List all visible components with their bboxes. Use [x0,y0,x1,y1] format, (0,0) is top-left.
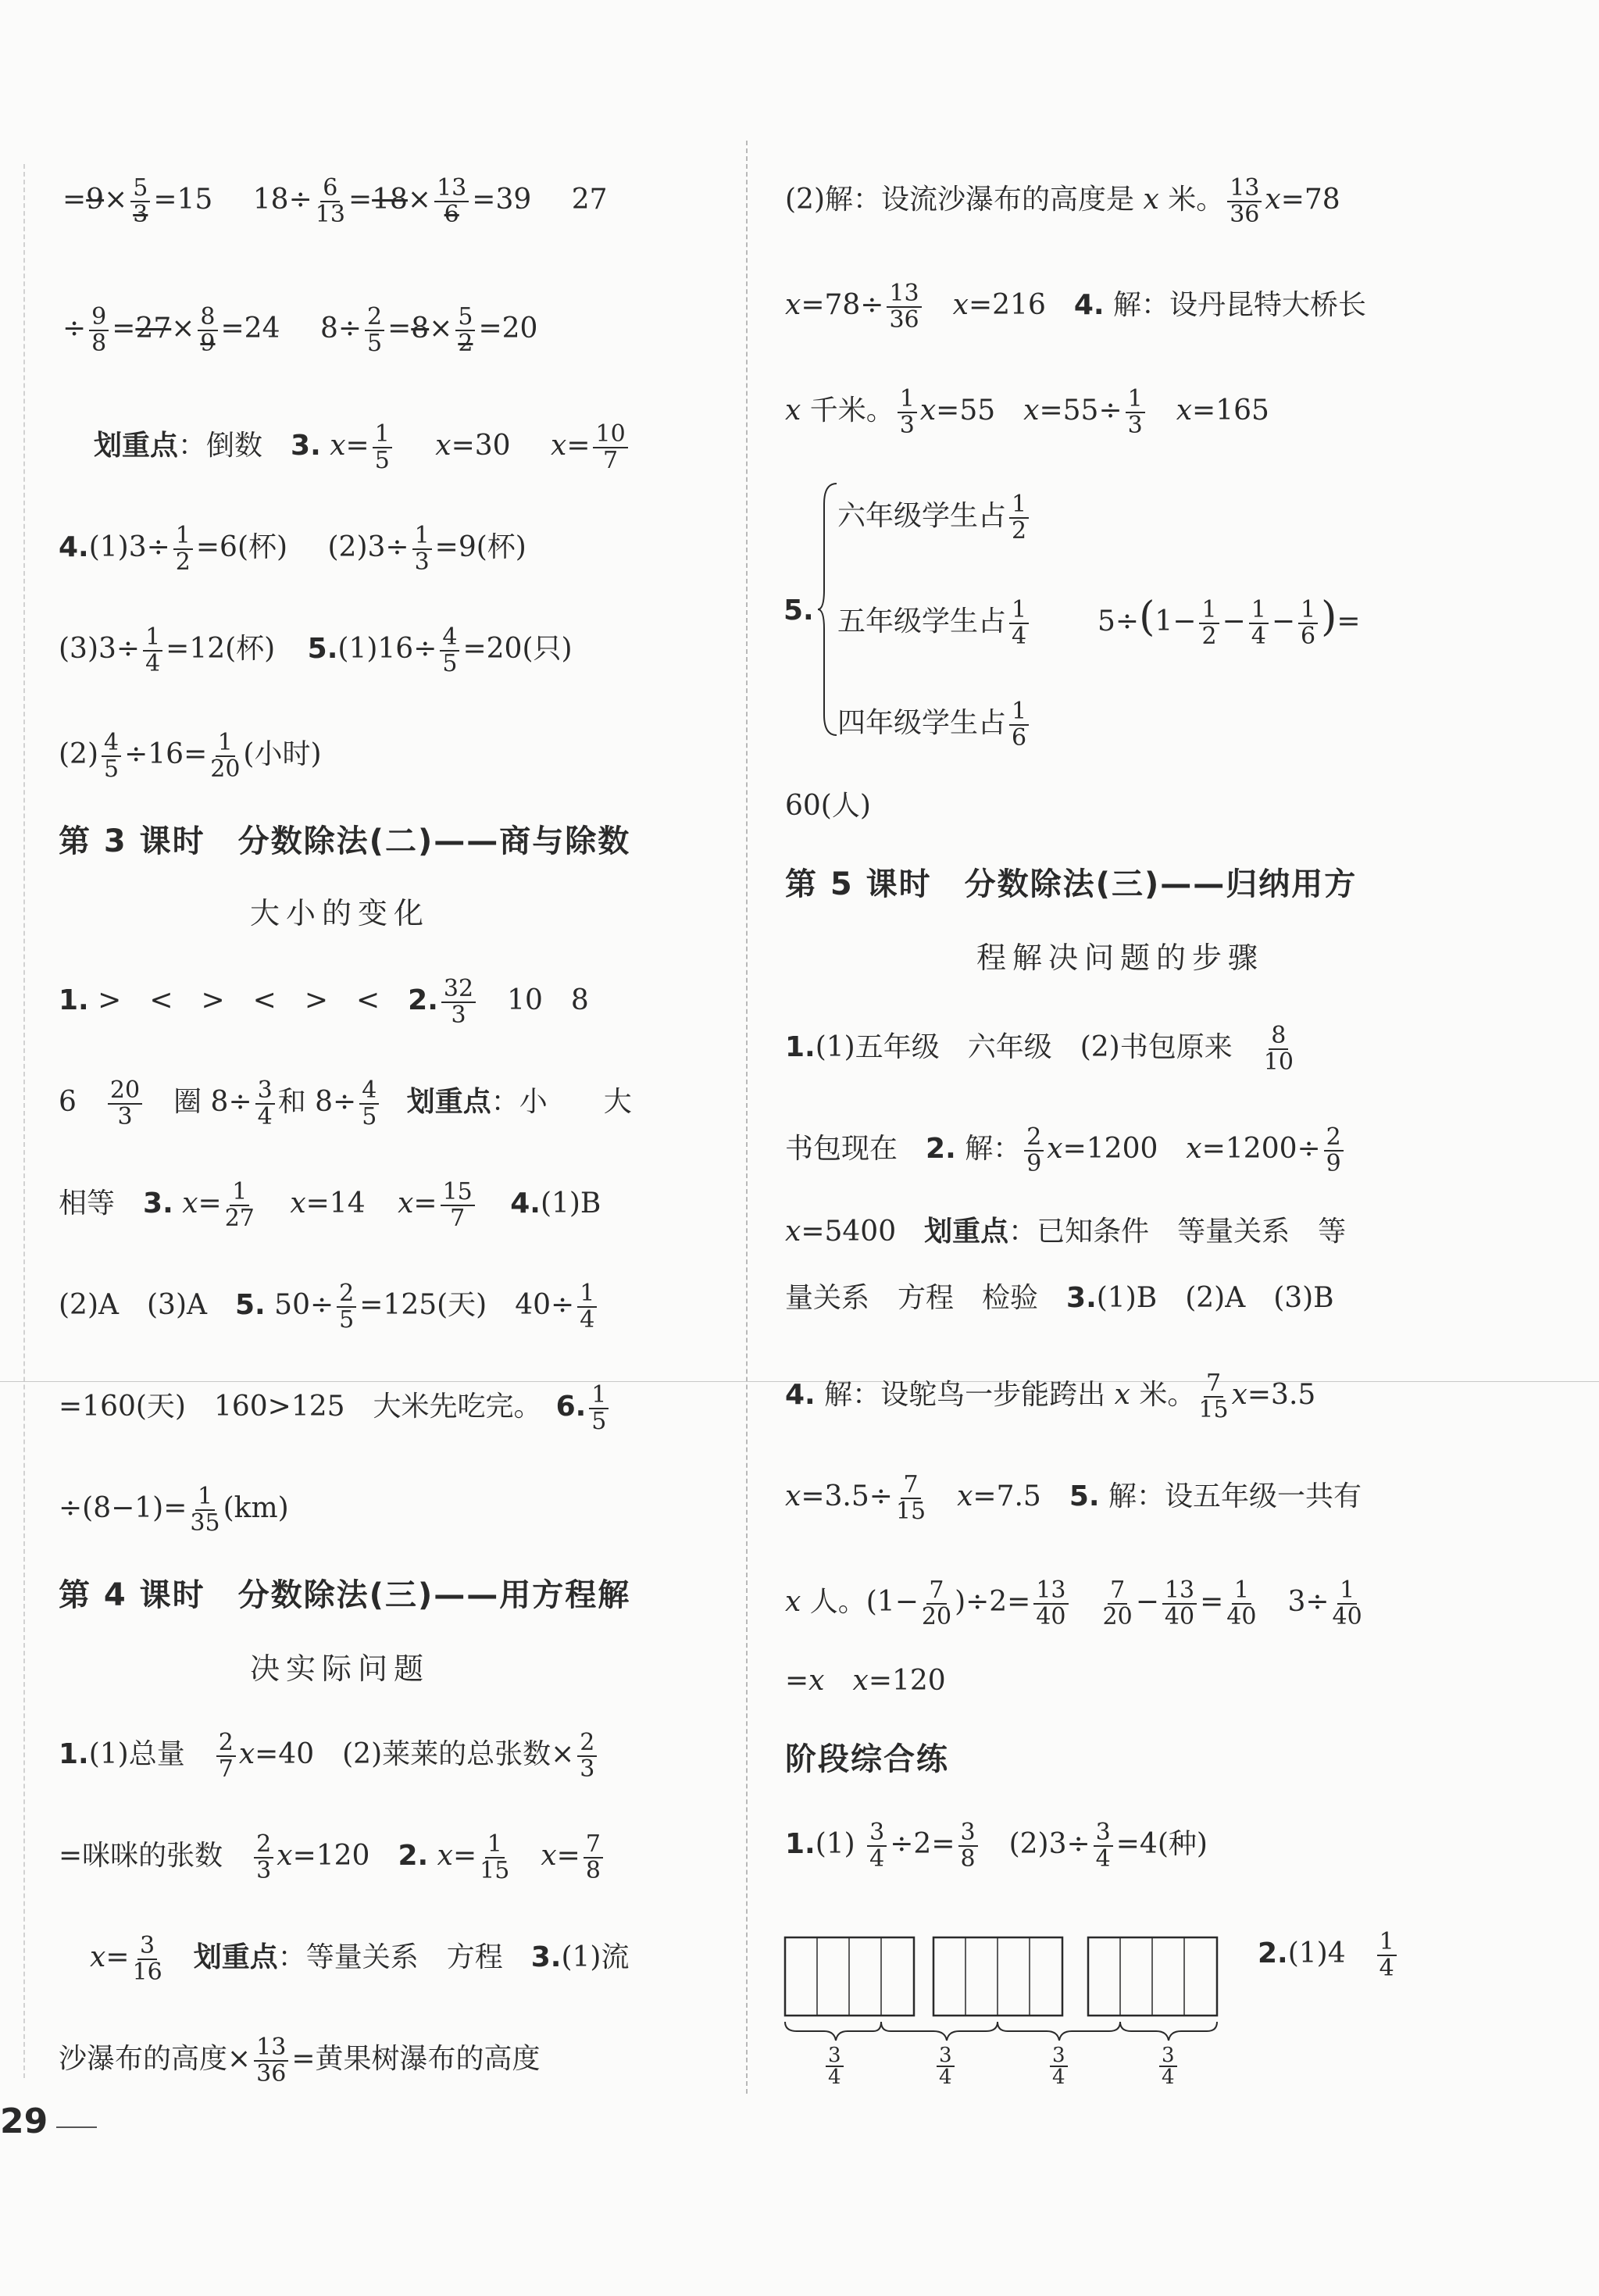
left-line-1: =9× $\frac{5}{3}$ =15 18÷ $\frac{6}{13}$ =18× $\frac{13}{6}$ =39 27 [62,174,608,228]
left-line-3: 划重点：倒数 3. x= $\frac{1}{5}$ x=30 x= $\frac{10}{7}$ [94,422,631,473]
left-line-13: 1.(1)总量 $\frac{2}{7}$ x=40 (2)莱莱的总张数× $\frac{2}{3}$ [59,1730,600,1782]
lesson3-title: 第 3 课时 分数除法(二)——商与除数 [59,823,631,859]
left-line-12: ÷(8−1)= $\frac{1}{35}$ (km) [59,1483,289,1537]
left-line-6: (2) $\frac{4}{5}$ ÷16= $\frac{1}{20}$ (小时) [59,729,322,783]
diagram-label-2: $\frac{3}{4}$ [933,2045,958,2087]
left-line-2: ÷ $\frac{9}{8}$ =27× $\frac{8}{9}$ =24 8÷ $\frac{2}{5}$ =8× $\frac{5}{2}$ =20 [62,303,538,357]
lesson3-subtitle: 大小的变化 [250,896,430,930]
column-divider [746,141,748,2094]
right-line-9: 4. 解：设鸵鸟一步能跨出 x 米。 $\frac{7}{15}$ x=3.5 [785,1369,1316,1423]
brace-item-3: 四年级学生占 $\frac{1}{6}$ [837,699,1032,751]
right-line-8: 量关系 方程 检验 3.(1)B (2)A (3)B [785,1282,1334,1314]
left-brace [816,480,840,738]
right-line-12: =x x=120 [785,1665,946,1697]
right-line-1: (2)解：设流沙瀑布的高度是 x 米。 $\frac{13}{36}$ x=78 [785,174,1340,228]
lesson4-title: 第 4 课时 分数除法(三)——用方程解 [59,1577,631,1613]
page-number-dash [56,2126,97,2128]
left-line-16: 沙瀑布的高度× $\frac{13}{36}$ =黄果树瀑布的高度 [59,2034,541,2087]
item5-equation: 5÷(1− $\frac{1}{2}$ − $\frac{1}{4}$ − $\frac{1}{6}$ )= [1098,594,1361,650]
lesson5-subtitle: 程解决问题的步骤 [976,941,1265,975]
right-line-3: x 千米。 $\frac{1}{3}$ x=55 x=55÷ $\frac{1}{3}$ x=165 [785,385,1269,439]
left-line-4: 4.(1)3÷ $\frac{1}{2}$ =6(杯) (2)3÷ $\frac{1}{3}$ =9(杯) [59,522,526,576]
left-line-5: (3)3÷ $\frac{1}{4}$ =12(杯) 5.(1)16÷ $\frac{4}{5}$ =20(只) [59,623,573,677]
left-line-15: x= $\frac{3}{16}$ 划重点：等量关系 方程 3.(1)流 [90,1932,630,1986]
stage-practice-title: 阶段综合练 [785,1741,949,1777]
lesson4-subtitle: 决实际问题 [250,1651,430,1686]
right-line-10: x=3.5÷ $\frac{7}{15}$ x=7.5 5. 解：设五年级一共有 [785,1471,1362,1525]
diagram-label-1: $\frac{3}{4}$ [823,2045,847,2087]
right-line-6: 书包现在 2. 解： $\frac{2}{9}$ x=1200 x=1200÷ $\frac{2}{9}$ [785,1125,1347,1177]
diagram-label-4: $\frac{3}{4}$ [1156,2045,1180,2087]
left-line-10: (2)A (3)A 5. 50÷ $\frac{2}{5}$ =125(天) 40÷ $\frac{1}{4}$ [59,1281,600,1333]
item5-label: 5. [783,595,814,627]
brace-item-2: 五年级学生占 $\frac{1}{4}$ [837,598,1032,649]
left-line-9: 相等 3. x= $\frac{1}{27}$ x=14 x= $\frac{15}{7}$ 4.(1)B [59,1178,601,1232]
left-line-14: =咪咪的张数 $\frac{2}{3}$ x=120 2. x= $\frac{1}{15}$ x= $\frac{7}{8}$ [59,1832,606,1884]
page-number: 29 [0,2101,48,2141]
right-line-2: x=78÷ $\frac{13}{36}$ x=216 4. 解：设丹昆特大桥长 [785,280,1367,334]
right-line-11: x 人。(1− $\frac{7}{20}$ )÷2= $\frac{13}{40}$ $\frac{7}{20}$ − $\frac{13}{40}$ = $\frac{1}{40}$ 3÷ $\frac{1}{40}$ [785,1576,1362,1630]
lesson5-title: 第 5 课时 分数除法(三)——归纳用方 [785,866,1358,902]
right-line-5: 1.(1)五年级 六年级 (2)书包原来 $\frac{8}{10}$ [785,1022,1294,1076]
diagram-label-3: $\frac{3}{4}$ [1047,2045,1071,2087]
left-line-11: =160(天) 160>125 大米先吃完。 6. $\frac{1}{5}$ [59,1383,612,1434]
margin-line [23,164,25,2078]
brace-item-1: 六年级学生占 $\frac{1}{2}$ [837,492,1032,544]
left-line-7: 1. > < > < > < 2. $\frac{32}{3}$ 10 8 [59,975,589,1029]
left-line-8: 6 $\frac{20}{3}$ 圈 8÷ $\frac{3}{4}$ 和 8÷ $\frac{4}{5}$ 划重点：小 大 [59,1077,632,1130]
right-line-7: x=5400 划重点：已知条件 等量关系 等 [785,1216,1347,1248]
right-q2: 2.(1)4 $\frac{1}{4}$ [1258,1930,1400,1981]
right-line-4: 60(人) [785,790,871,822]
right-line-13: 1.(1) $\frac{3}{4}$ ÷2= $\frac{3}{8}$ (2)3÷ $\frac{3}{4}$ =4(种) [785,1819,1208,1873]
